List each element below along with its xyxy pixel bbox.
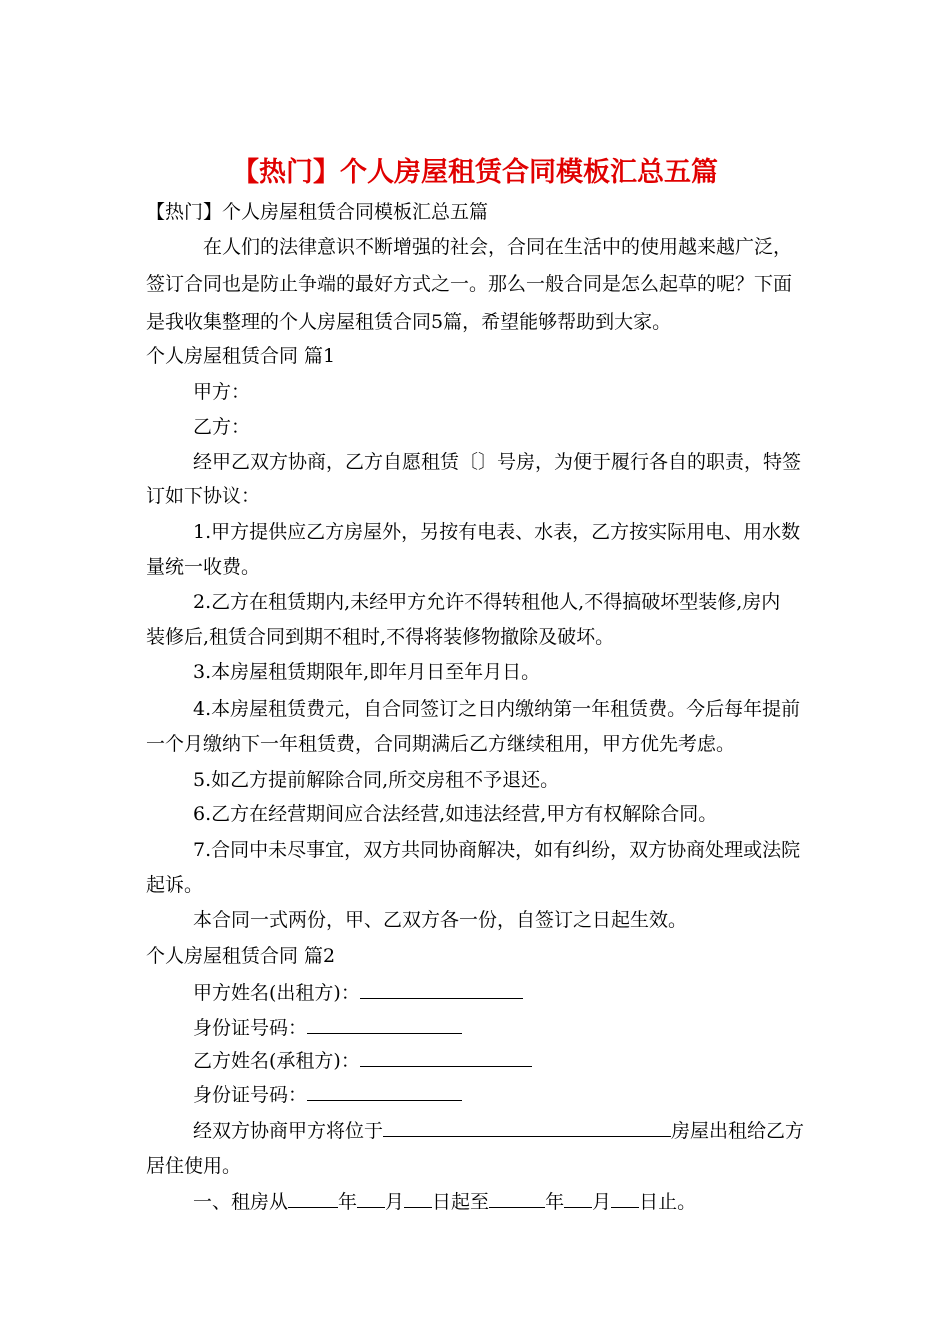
term-label: 一、租房从 <box>193 1191 289 1213</box>
term-row <box>193 1189 873 1214</box>
term-day-1: 日起至 <box>432 1191 490 1213</box>
party-a-label: 甲方： <box>193 381 251 403</box>
term-month-1: 月 <box>385 1191 405 1213</box>
closing-statement: 本合同一式两份，甲、乙双方各一份，自签订之日起生效。 <box>193 909 688 931</box>
clause-3: 3.本房屋租赁期限年,即年月日至年月日。 <box>193 661 541 683</box>
clause-7-line-1: 7.合同中未尽事宜，双方共同协商解决，如有纠纷，双方协商处理或法院 <box>193 839 801 861</box>
clause-2-line-2: 装修后,租赁合同到期不租时,不得将装修物撤除及破坏。 <box>146 626 615 648</box>
location-line-2: 居住使用。 <box>146 1155 242 1177</box>
document-subtitle: 【热门】个人房屋租赁合同模板汇总五篇 <box>146 201 489 223</box>
lessee-name-label: 乙方姓名(承租方)： <box>193 1050 360 1072</box>
term-start-year-blank <box>288 1189 338 1208</box>
term-end: 日止。 <box>639 1191 697 1213</box>
location-suffix: 房屋出租给乙方 <box>671 1120 805 1142</box>
term-end-day-blank <box>611 1189 639 1208</box>
party-b-label: 乙方： <box>193 416 251 438</box>
lessor-id-blank <box>307 1015 462 1034</box>
lessor-id-row <box>193 1015 873 1040</box>
clause-2-line-1: 2.乙方在租赁期内,未经甲方允许不得转租他人,不得搞破坏型装修,房内 <box>193 591 781 613</box>
term-end-month-blank <box>564 1189 592 1208</box>
location-row <box>193 1118 873 1143</box>
term-year-2: 年 <box>545 1191 565 1213</box>
intro-line-1: 在人们的法律意识不断增强的社会，合同在生活中的使用越来越广泛， <box>203 236 793 258</box>
location-label: 经双方协商甲方将位于 <box>193 1120 384 1142</box>
lessor-name-blank <box>360 980 523 999</box>
preamble-line-2: 订如下协议： <box>146 485 261 507</box>
clause-6: 6.乙方在经营期间应合法经营,如违法经营,甲方有权解除合同。 <box>193 803 718 825</box>
lessor-name-row <box>193 980 873 1005</box>
lessee-id-label: 身份证号码： <box>193 1084 308 1106</box>
term-year-1: 年 <box>338 1191 358 1213</box>
clause-1-line-2: 量统一收费。 <box>146 556 261 578</box>
location-blank <box>383 1118 671 1137</box>
lessee-name-blank <box>360 1048 532 1067</box>
lessor-name-label: 甲方姓名(出租方)： <box>193 982 360 1004</box>
section1-heading: 个人房屋租赁合同 篇1 <box>146 345 336 367</box>
preamble-line-1: 经甲乙双方协商，乙方自愿租赁〔〕号房，为便于履行各自的职责，特签 <box>193 451 802 473</box>
intro-line-3: 是我收集整理的个人房屋租赁合同5篇，希望能够帮助到大家。 <box>146 311 672 333</box>
term-end-year-blank <box>489 1189 545 1208</box>
intro-line-2: 签订合同也是防止争端的最好方式之一。那么一般合同是怎么起草的呢？下面 <box>146 273 793 295</box>
term-start-day-blank <box>404 1189 432 1208</box>
clause-4-line-1: 4.本房屋租赁费元，自合同签订之日内缴纳第一年租赁费。今后每年提前 <box>193 698 801 720</box>
term-start-month-blank <box>357 1189 385 1208</box>
clause-1-line-1: 1.甲方提供应乙方房屋外，另按有电表、水表，乙方按实际用电、用水数 <box>193 521 801 543</box>
term-month-2: 月 <box>592 1191 612 1213</box>
clause-5: 5.如乙方提前解除合同,所交房租不予退还。 <box>193 769 560 791</box>
lessee-id-blank <box>307 1082 462 1101</box>
lessee-name-row <box>193 1048 873 1073</box>
lessee-id-row <box>193 1082 873 1107</box>
clause-7-line-2: 起诉。 <box>146 874 204 896</box>
lessor-id-label: 身份证号码： <box>193 1017 308 1039</box>
document-title: 【热门】个人房屋租赁合同模板汇总五篇 <box>232 157 718 188</box>
section2-heading: 个人房屋租赁合同 篇2 <box>146 945 336 967</box>
clause-4-line-2: 一个月缴纳下一年租赁费，合同期满后乙方继续租用，甲方优先考虑。 <box>146 733 736 755</box>
